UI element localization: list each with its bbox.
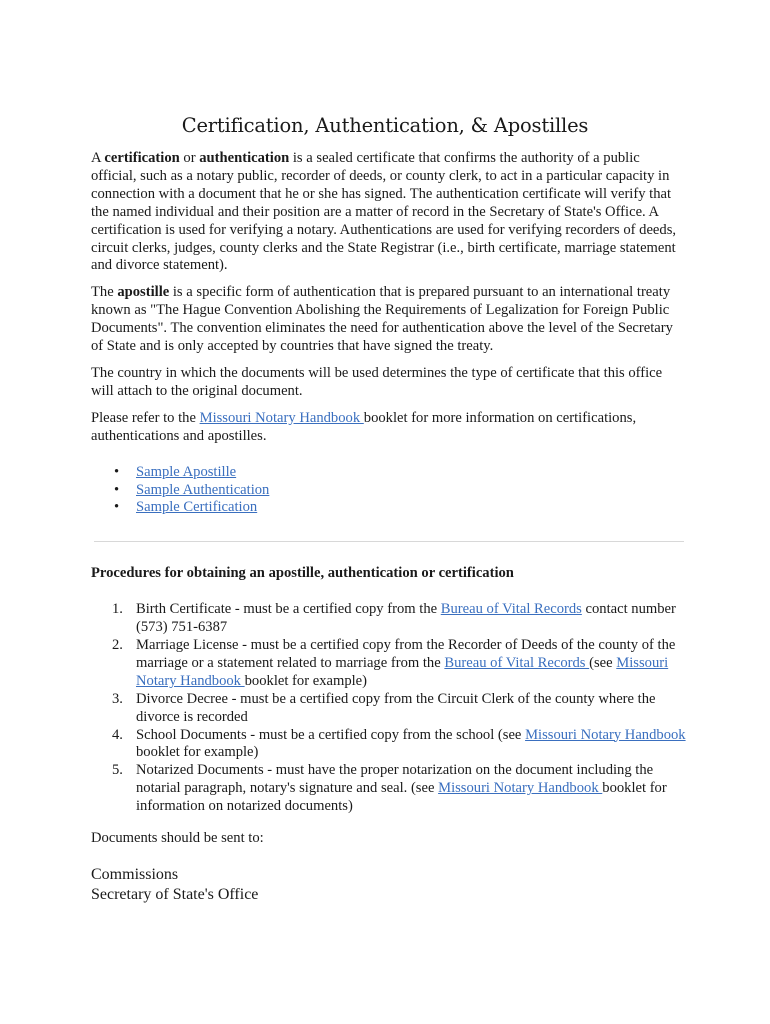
list-item	[91, 482, 686, 500]
procedure-divorce-decree: 3. Divorce Decree - must be a certified copy from the Circuit Clerk of the county where the divorce is recorded	[112, 690, 656, 725]
list-number: 2.	[112, 637, 123, 654]
documents-sent-to-label: Documents should be sent to:	[91, 830, 264, 847]
missouri-notary-handbook-link[interactable]: Missouri Notary Handbook	[525, 726, 686, 743]
list-number: 3.	[112, 690, 123, 707]
document-body	[91, 150, 686, 905]
missouri-notary-handbook-link[interactable]: Missouri Notary Handbook	[136, 654, 669, 689]
bullet-icon: •	[114, 499, 120, 516]
mailing-address	[91, 865, 686, 905]
list-item	[91, 464, 686, 482]
term-apostille: apostille	[117, 284, 170, 301]
procedure-birth-certificate: 1. Birth Certificate - must be a certified copy from the Bureau of Vital Records contact number (573) 751-6387	[112, 601, 676, 636]
list-number: 1.	[112, 601, 123, 618]
procedure-notarized-documents: 5. Notarized Documents - must have the proper notarization on the document including the notarial paragraph, notary's signature and seal. (see Missouri Notary Handbook booklet for information on notarized documents)	[112, 762, 667, 815]
list-item	[91, 499, 686, 517]
sample-authentication-link[interactable]: Sample Authentication	[136, 481, 270, 498]
list-number: 5.	[112, 762, 123, 779]
missouri-notary-handbook-link[interactable]: Missouri Notary Handbook	[438, 780, 603, 797]
bullet-icon: •	[114, 463, 120, 480]
procedure-school-documents: 4. School Documents - must be a certified copy from the school (see Missouri Notary Handbook booklet for example)	[112, 726, 686, 761]
address-line-office: Secretary of State's Office	[91, 886, 259, 903]
intro-paragraph-handbook: Please refer to the Missouri Notary Handbook booklet for more information on certifications, authentications and apostilles.	[91, 409, 637, 444]
address-line-commissions: Commissions	[91, 866, 179, 883]
sample-certification-link[interactable]: Sample Certification	[136, 499, 258, 516]
term-certification: certification	[104, 150, 180, 166]
term-authentication: authentication	[199, 150, 290, 166]
samples-list	[91, 464, 686, 518]
intro-paragraph-certification: A certification or authentication is a sealed certificate that confirms the authority of a public official, such as a notary public, recorder of deeds, or county clerk, to act in a particular capacity in connection with a document that he or she has signed. The authentication certificate will verify that the named individual and their position are a matter of record in the Secretary of State's Office. A certification is used for verifying a notary. Authentications are used for verifying recorders of deeds, circuit clerks, judges, county clerks and the State Registrar (i.e., birth certificate, marriage statement and divorce statement).	[91, 150, 677, 274]
bureau-of-vital-records-link[interactable]: Bureau of Vital Records	[444, 654, 590, 671]
sample-apostille-link[interactable]: Sample Apostille	[136, 463, 237, 480]
intro-paragraph-country: The country in which the documents will be used determines the type of certificate that this office will attach to the original document.	[91, 364, 663, 399]
bullet-icon: •	[114, 481, 120, 498]
procedure-marriage-license: 2. Marriage License - must be a certified copy from the Recorder of Deeds of the county of the marriage or a statement related to marriage from the Bureau of Vital Records (see Missouri Notary Handbook booklet for example)	[112, 637, 676, 689]
missouri-notary-handbook-link[interactable]: Missouri Notary Handbook	[199, 409, 364, 426]
section-divider	[94, 541, 684, 542]
bureau-of-vital-records-link[interactable]: Bureau of Vital Records	[440, 601, 582, 618]
page-title: Certification, Authentication, & Apostilles	[181, 114, 589, 137]
procedures-list	[91, 601, 686, 816]
procedures-heading: Procedures for obtaining an apostille, authentication or certification	[91, 565, 514, 582]
list-number: 4.	[112, 726, 123, 743]
intro-paragraph-apostille: The apostille is a specific form of authentication that is prepared pursuant to an international treaty known as "The Hague Convention Abolishing the Requirements of Legalization for Foreign Public Documents". The convention eliminates the need for authentication above the level of the Secretary of State and is only accepted by countries that have signed the treaty.	[91, 284, 673, 355]
